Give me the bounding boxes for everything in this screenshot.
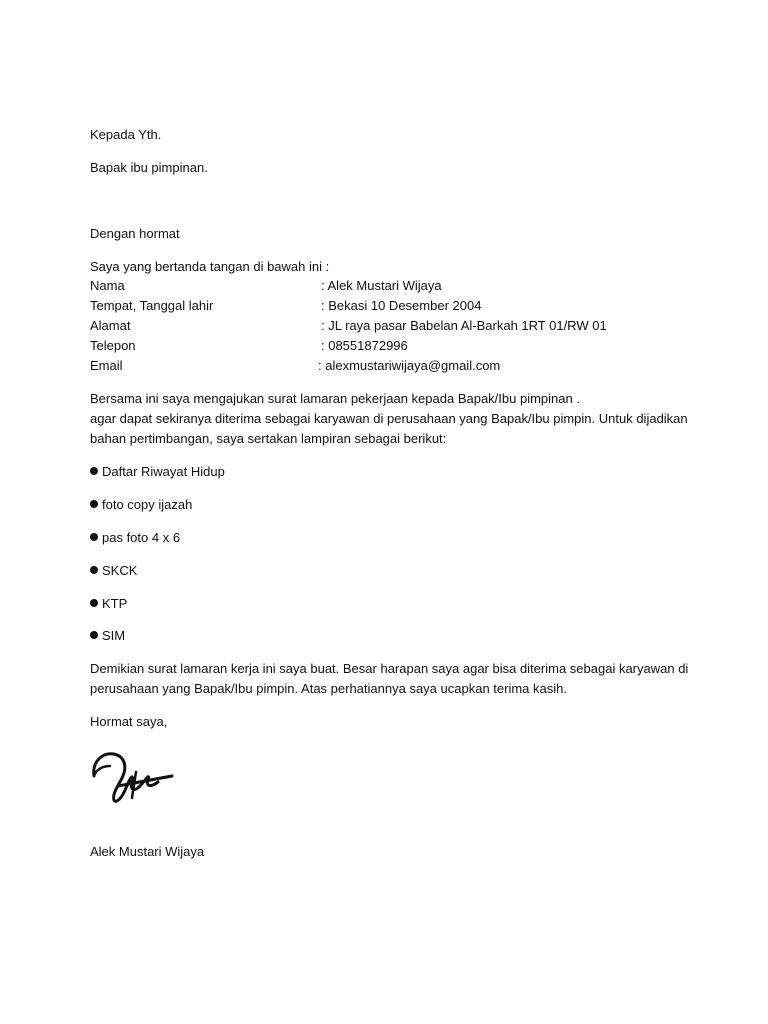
bullet-icon (90, 500, 98, 508)
detail-row-birth (90, 296, 690, 316)
attachment-label: SKCK (102, 563, 138, 578)
detail-value: : JL raya pasar Babelan Al-Barkah 1RT 01/RW 01 (321, 318, 607, 333)
detail-label: Telepon (90, 338, 136, 353)
bullet-icon (90, 467, 98, 475)
attachment-label: pas foto 4 x 6 (102, 530, 181, 545)
detail-row-phone (90, 336, 690, 356)
attachment-item (90, 462, 225, 482)
attachment-label: KTP (102, 596, 128, 611)
detail-row-address (90, 316, 690, 336)
attachment-label: SIM (102, 628, 126, 643)
detail-value: : Alek Mustari Wijaya (321, 278, 442, 293)
bullet-icon (90, 631, 98, 639)
attachment-item (90, 594, 127, 614)
recipient-line-2: Bapak ibu pimpinan. (90, 160, 208, 175)
attachment-label: Daftar Riwayat Hidup (102, 464, 225, 479)
bullet-icon (90, 599, 98, 607)
detail-row-name (90, 276, 690, 296)
detail-label: Nama (90, 278, 125, 293)
attachment-item (90, 626, 125, 646)
closing-line-2: perusahaan yang Bapak/Ibu pimpin. Atas perhatiannya saya ucapkan terima kasih. (90, 681, 567, 696)
bullet-icon (90, 533, 98, 541)
attachment-item (90, 561, 137, 581)
signature-icon (88, 742, 178, 808)
detail-label: Email (90, 358, 123, 373)
detail-value: : Bekasi 10 Desember 2004 (321, 298, 482, 313)
detail-value: : 08551872996 (321, 338, 408, 353)
regards: Hormat saya, (90, 714, 168, 729)
attachment-item (90, 528, 180, 548)
body-line-3: bahan pertimbangan, saya sertakan lampiran sebagai berikut: (90, 431, 447, 446)
detail-label: Alamat (90, 318, 131, 333)
intro-text: Saya yang bertanda tangan di bawah ini : (90, 259, 330, 274)
detail-row-email (90, 356, 690, 376)
detail-label: Tempat, Tanggal lahir (90, 298, 214, 313)
body-line-2: agar dapat sekiranya diterima sebagai karyawan di perusahaan yang Bapak/Ibu pimpin. Untuk dijadikan (90, 411, 688, 426)
recipient-line-1: Kepada Yth. (90, 127, 162, 142)
signer-name: Alek Mustari Wijaya (90, 844, 205, 859)
closing-line-1: Demikian surat lamaran kerja ini saya buat. Besar harapan saya agar bisa diterima sebagai karyawan di (90, 661, 689, 676)
salutation: Dengan hormat (90, 226, 180, 241)
body-line-1: Bersama ini saya mengajukan surat lamaran pekerjaan kepada Bapak/Ibu pimpinan . (90, 391, 580, 406)
detail-value: : alexmustariwijaya@gmail.com (318, 358, 501, 373)
bullet-icon (90, 566, 98, 574)
attachment-label: foto copy ijazah (102, 497, 193, 512)
attachment-item (90, 495, 192, 515)
